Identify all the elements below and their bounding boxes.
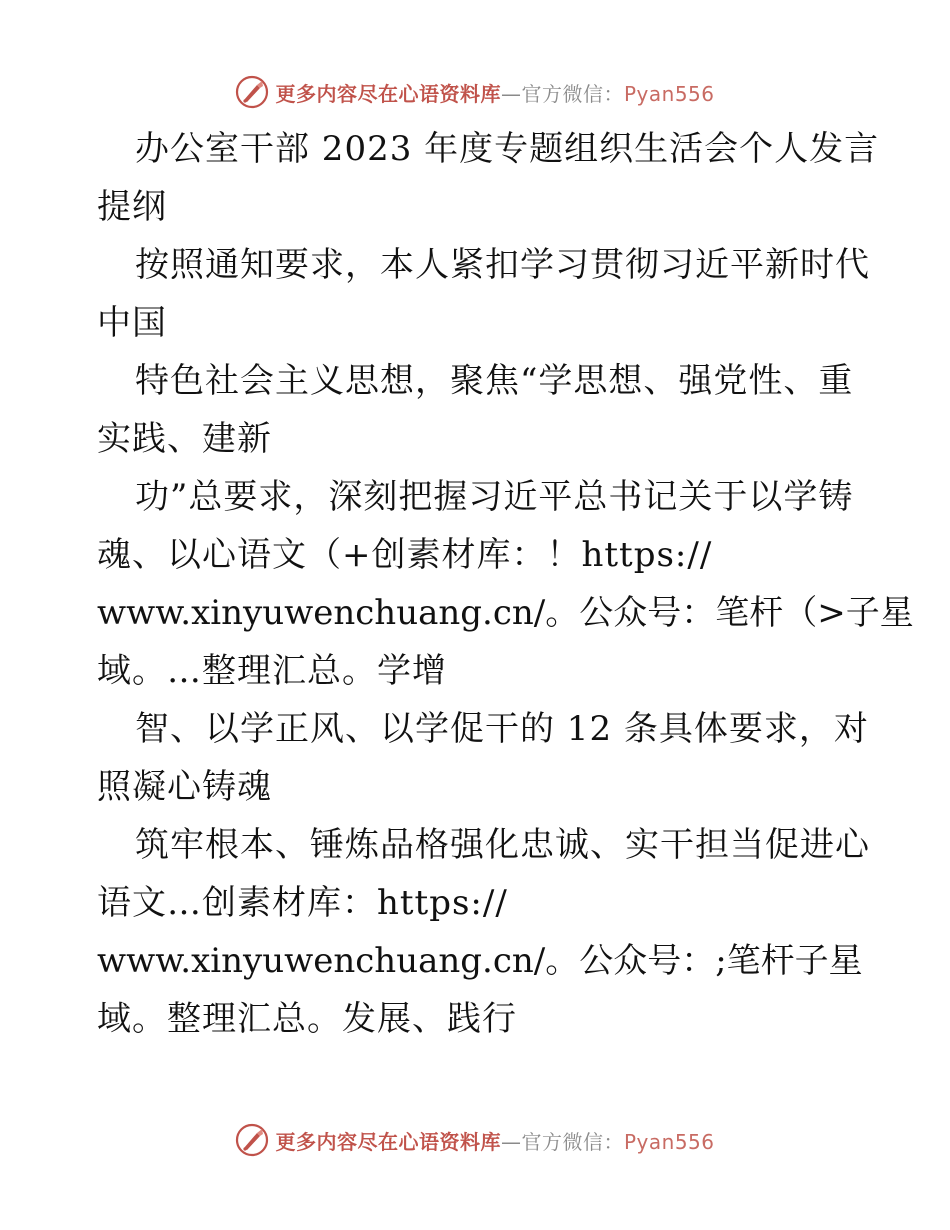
- paragraph-line: 功”总要求，深刻把握习近平总书记关于以学铸: [135, 477, 854, 517]
- paragraph-line: www.xinyuwenchuang.cn/。公众号：;笔杆子星: [97, 941, 863, 981]
- paragraph-line: 智、以学正风、以学促干的 12 条具体要求，对: [135, 709, 869, 749]
- banner-wechat-label: 官方微信：: [521, 1129, 624, 1154]
- banner-wechat-label: 官方微信：: [521, 81, 624, 106]
- paragraph-line: www.xinyuwenchuang.cn/。公众号：笔杆（>子星: [97, 593, 914, 633]
- banner-main-text: 更多内容尽在心语资料库: [275, 81, 501, 106]
- document-body: [97, 120, 914, 1048]
- footer-banner: [0, 1120, 950, 1160]
- paragraph-line: 按照通知要求，本人紧扣学习贯彻习近平新时代: [135, 245, 870, 285]
- header-banner: [0, 72, 950, 112]
- paragraph-line: 实践、建新: [97, 419, 272, 459]
- paragraph-line: 魂、以心语文（+创素材库：！https://: [97, 535, 713, 575]
- quill-pen-logo-icon: [235, 75, 269, 109]
- banner-wechat-id: Pyan556: [623, 81, 715, 106]
- title-line-2: 提纲: [97, 187, 167, 227]
- paragraph-line: 域。…整理汇总。学增: [97, 651, 447, 691]
- banner-main-text: 更多内容尽在心语资料库: [275, 1129, 501, 1154]
- paragraph-line: 筑牢根本、锤炼品格强化忠诚、实干担当促进心: [135, 825, 870, 865]
- quill-pen-logo-icon: [235, 1123, 269, 1157]
- paragraph-line: 语文…创素材库：https://: [97, 883, 508, 923]
- banner-wechat-id: Pyan556: [623, 1129, 715, 1154]
- paragraph-line: 域。整理汇总。发展、践行: [97, 999, 517, 1039]
- banner-dash: —: [500, 1129, 522, 1154]
- title-line-1: 办公室干部 2023 年度专题组织生活会个人发言: [135, 129, 880, 169]
- banner-dash: —: [500, 81, 522, 106]
- banner-text: [275, 78, 714, 107]
- banner-text: [275, 1126, 714, 1155]
- paragraph-line: 照凝心铸魂: [97, 767, 272, 807]
- paragraph-line: 中国: [97, 303, 167, 343]
- paragraph-line: 特色社会主义思想，聚焦“学思想、强党性、重: [135, 361, 854, 401]
